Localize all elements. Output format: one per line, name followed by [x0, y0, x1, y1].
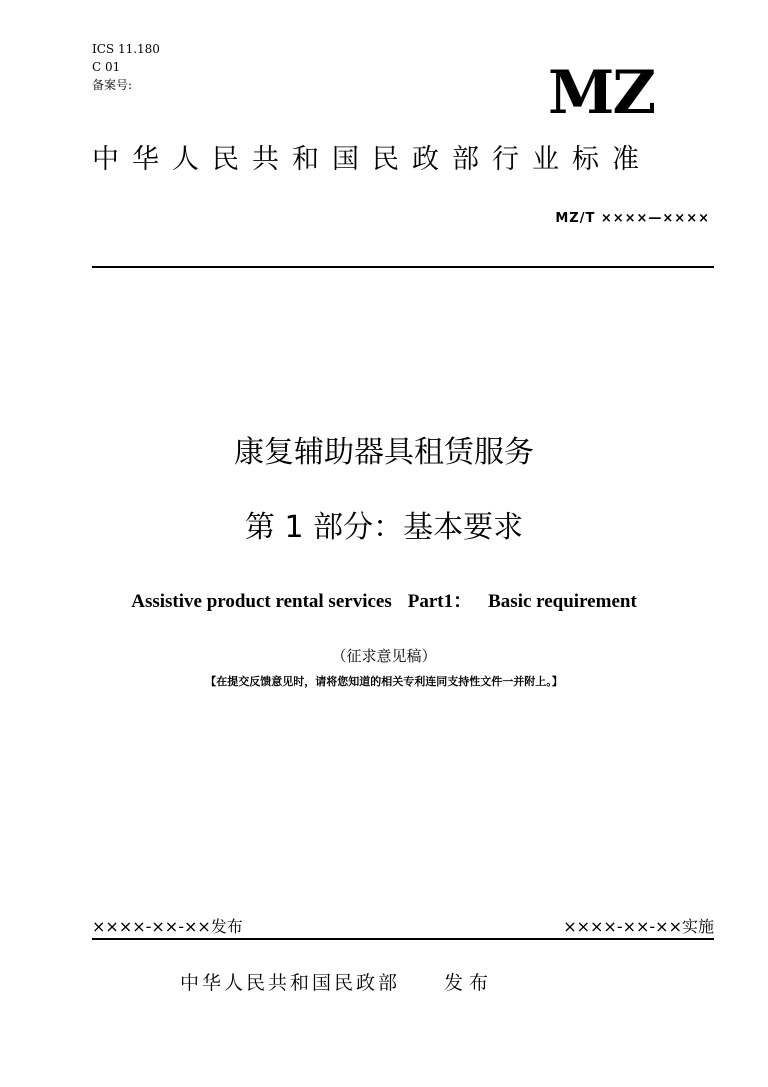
publish-date: ××××-××-××发布	[92, 917, 243, 936]
industry-standard-heading: 中华人民共和国民政部行业标准	[92, 144, 652, 175]
title-chinese-main: 康复辅助器具租赁服务	[234, 435, 534, 470]
footer-divider	[92, 938, 714, 940]
issuer-action: 发布	[444, 972, 495, 994]
ccs-code: C 01	[92, 60, 121, 74]
ics-code: ICS 11.180	[92, 42, 160, 56]
classification-block	[92, 40, 160, 94]
mz-logo: MZ	[548, 58, 655, 128]
issuer-line	[180, 968, 494, 998]
title-english	[0, 590, 768, 614]
record-number-label: 备案号:	[92, 78, 133, 92]
title-english-sub: Basic requirement	[488, 591, 637, 612]
implement-date: ××××-××-××实施	[563, 917, 714, 936]
title-english-main: Assistive product rental services	[131, 591, 392, 612]
patent-notice: 【在提交反馈意见时，请将您知道的相关专利连同支持性文件一并附上。】	[205, 675, 563, 688]
draft-status: （征求意见稿）	[331, 647, 437, 665]
header-divider	[92, 266, 714, 268]
title-chinese-part: 第 1 部分：基本要求	[244, 510, 524, 545]
title-english-part: Part1：	[407, 591, 473, 612]
issuer-organization: 中华人民共和国民政部	[180, 972, 401, 994]
standard-code: MZ/T ××××—××××	[555, 211, 710, 226]
